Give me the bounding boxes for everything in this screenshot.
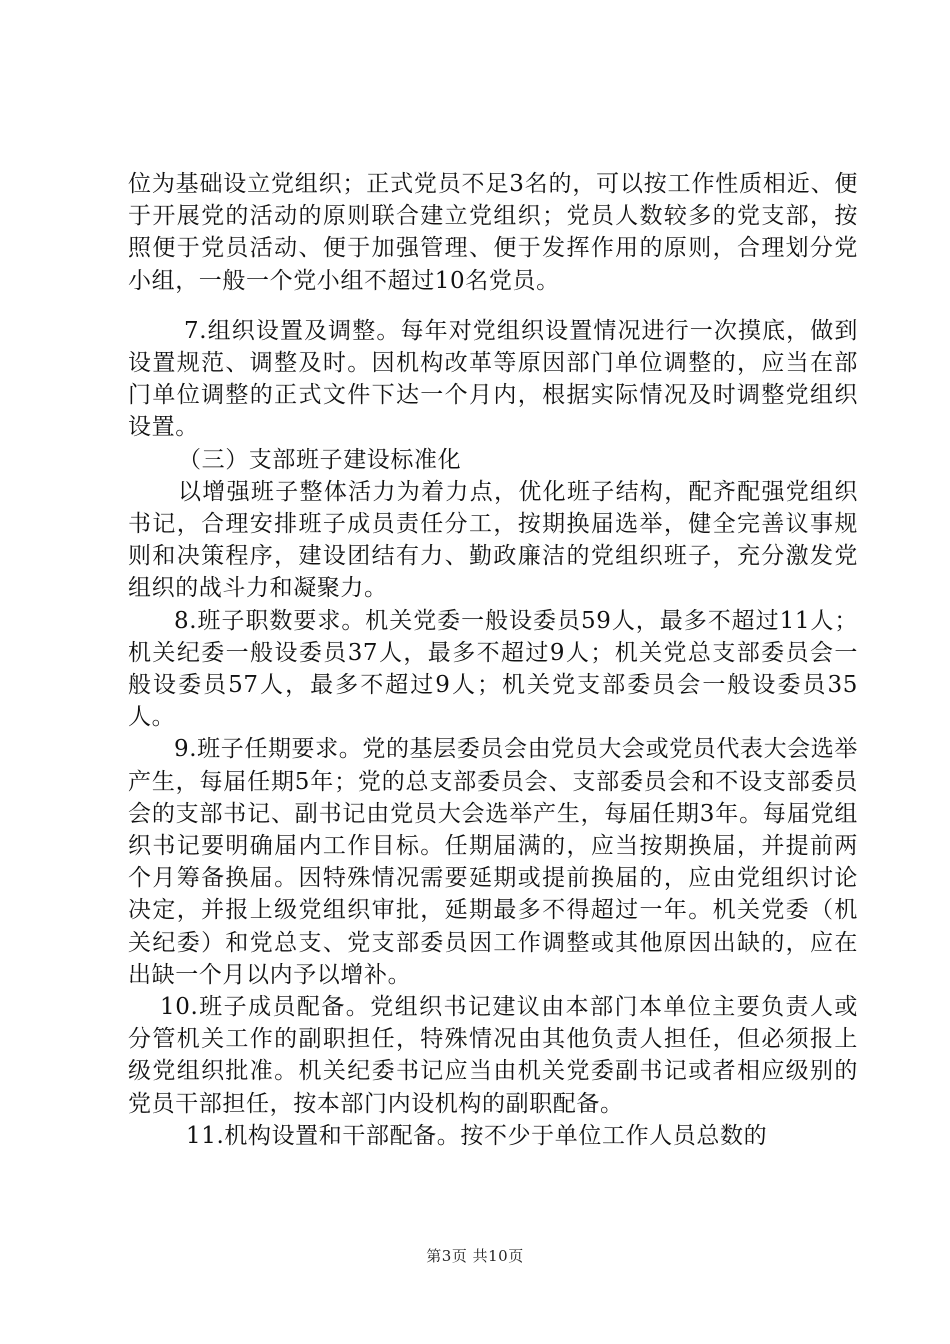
document-body bbox=[128, 168, 858, 1152]
paragraph-team-positions: 8.班子职数要求。机关党委一般设委员59人，最多不超过11人；机关纪委一般设委员37人，最多不超过9人；机关党总支部委员会一般设委员57人，最多不超过9人；机关党支部委员会一般设委员35人。 bbox=[128, 607, 858, 731]
paragraph-team-staffing: 10.班子成员配备。党组织书记建议由本部门本单位主要负责人或分管机关工作的副职担任，特殊情况由其他负责人担任，但必须报上级党组织批准。机关纪委书记应当由机关党委副书记或者相应级别的党员干部担任，按本部门内设机构的副职配备。 bbox=[128, 994, 858, 1117]
page-number-footer: 第3页 共10页 bbox=[426, 1247, 524, 1265]
paragraph-team-vitality: 以增强班子整体活力为着力点，优化班子结构，配齐配强党组织书记，合理安排班子成员责任分工，按期换届选举，健全完善议事规则和决策程序，建设团结有力、勤政廉洁的党组织班子，充分激发党组织的战斗力和凝聚力。 bbox=[128, 478, 858, 602]
paragraph-organization-adjustment: 7.组织设置及调整。每年对党组织设置情况进行一次摸底，做到设置规范、调整及时。因机构改革等原因部门单位调整的，应当在部门单位调整的正式文件下达一个月内，根据实际情况及时调整党组织设置。 bbox=[128, 317, 858, 441]
paragraph-institution-setup: 11.机构设置和干部配备。按不少于单位工作人员总数的 bbox=[186, 1122, 768, 1149]
paragraph-party-organization-setup: 位为基础设立党组织；正式党员不足3名的，可以按工作性质相近、便于开展党的活动的原则联合建立党组织；党员人数较多的党支部，按照便于党员活动、便于加强管理、便于发挥作用的原则，合理划分党小组，一般一个党小组不超过10名党员。 bbox=[128, 171, 858, 294]
section-heading-branch-team: （三）支部班子建设标准化 bbox=[178, 446, 462, 473]
paragraph-team-term: 9.班子任期要求。党的基层委员会由党员大会或党员代表大会选举产生，每届任期5年；党的总支部委员会、支部委员会和不设支部委员会的支部书记、副书记由党员大会选举产生，每届任期3年。每届党组织书记要明确届内工作目标。任期届满的，应当按期换届，并提前两个月筹备换届。因特殊情况需要延期或提前换届的，应由党组织讨论决定，并报上级党组织审批，延期最多不得超过一年。机关党委（机关纪委）和党总支、党支部委员因工作调整或其他原因出缺的，应在出缺一个月以内予以增补。 bbox=[128, 736, 858, 988]
